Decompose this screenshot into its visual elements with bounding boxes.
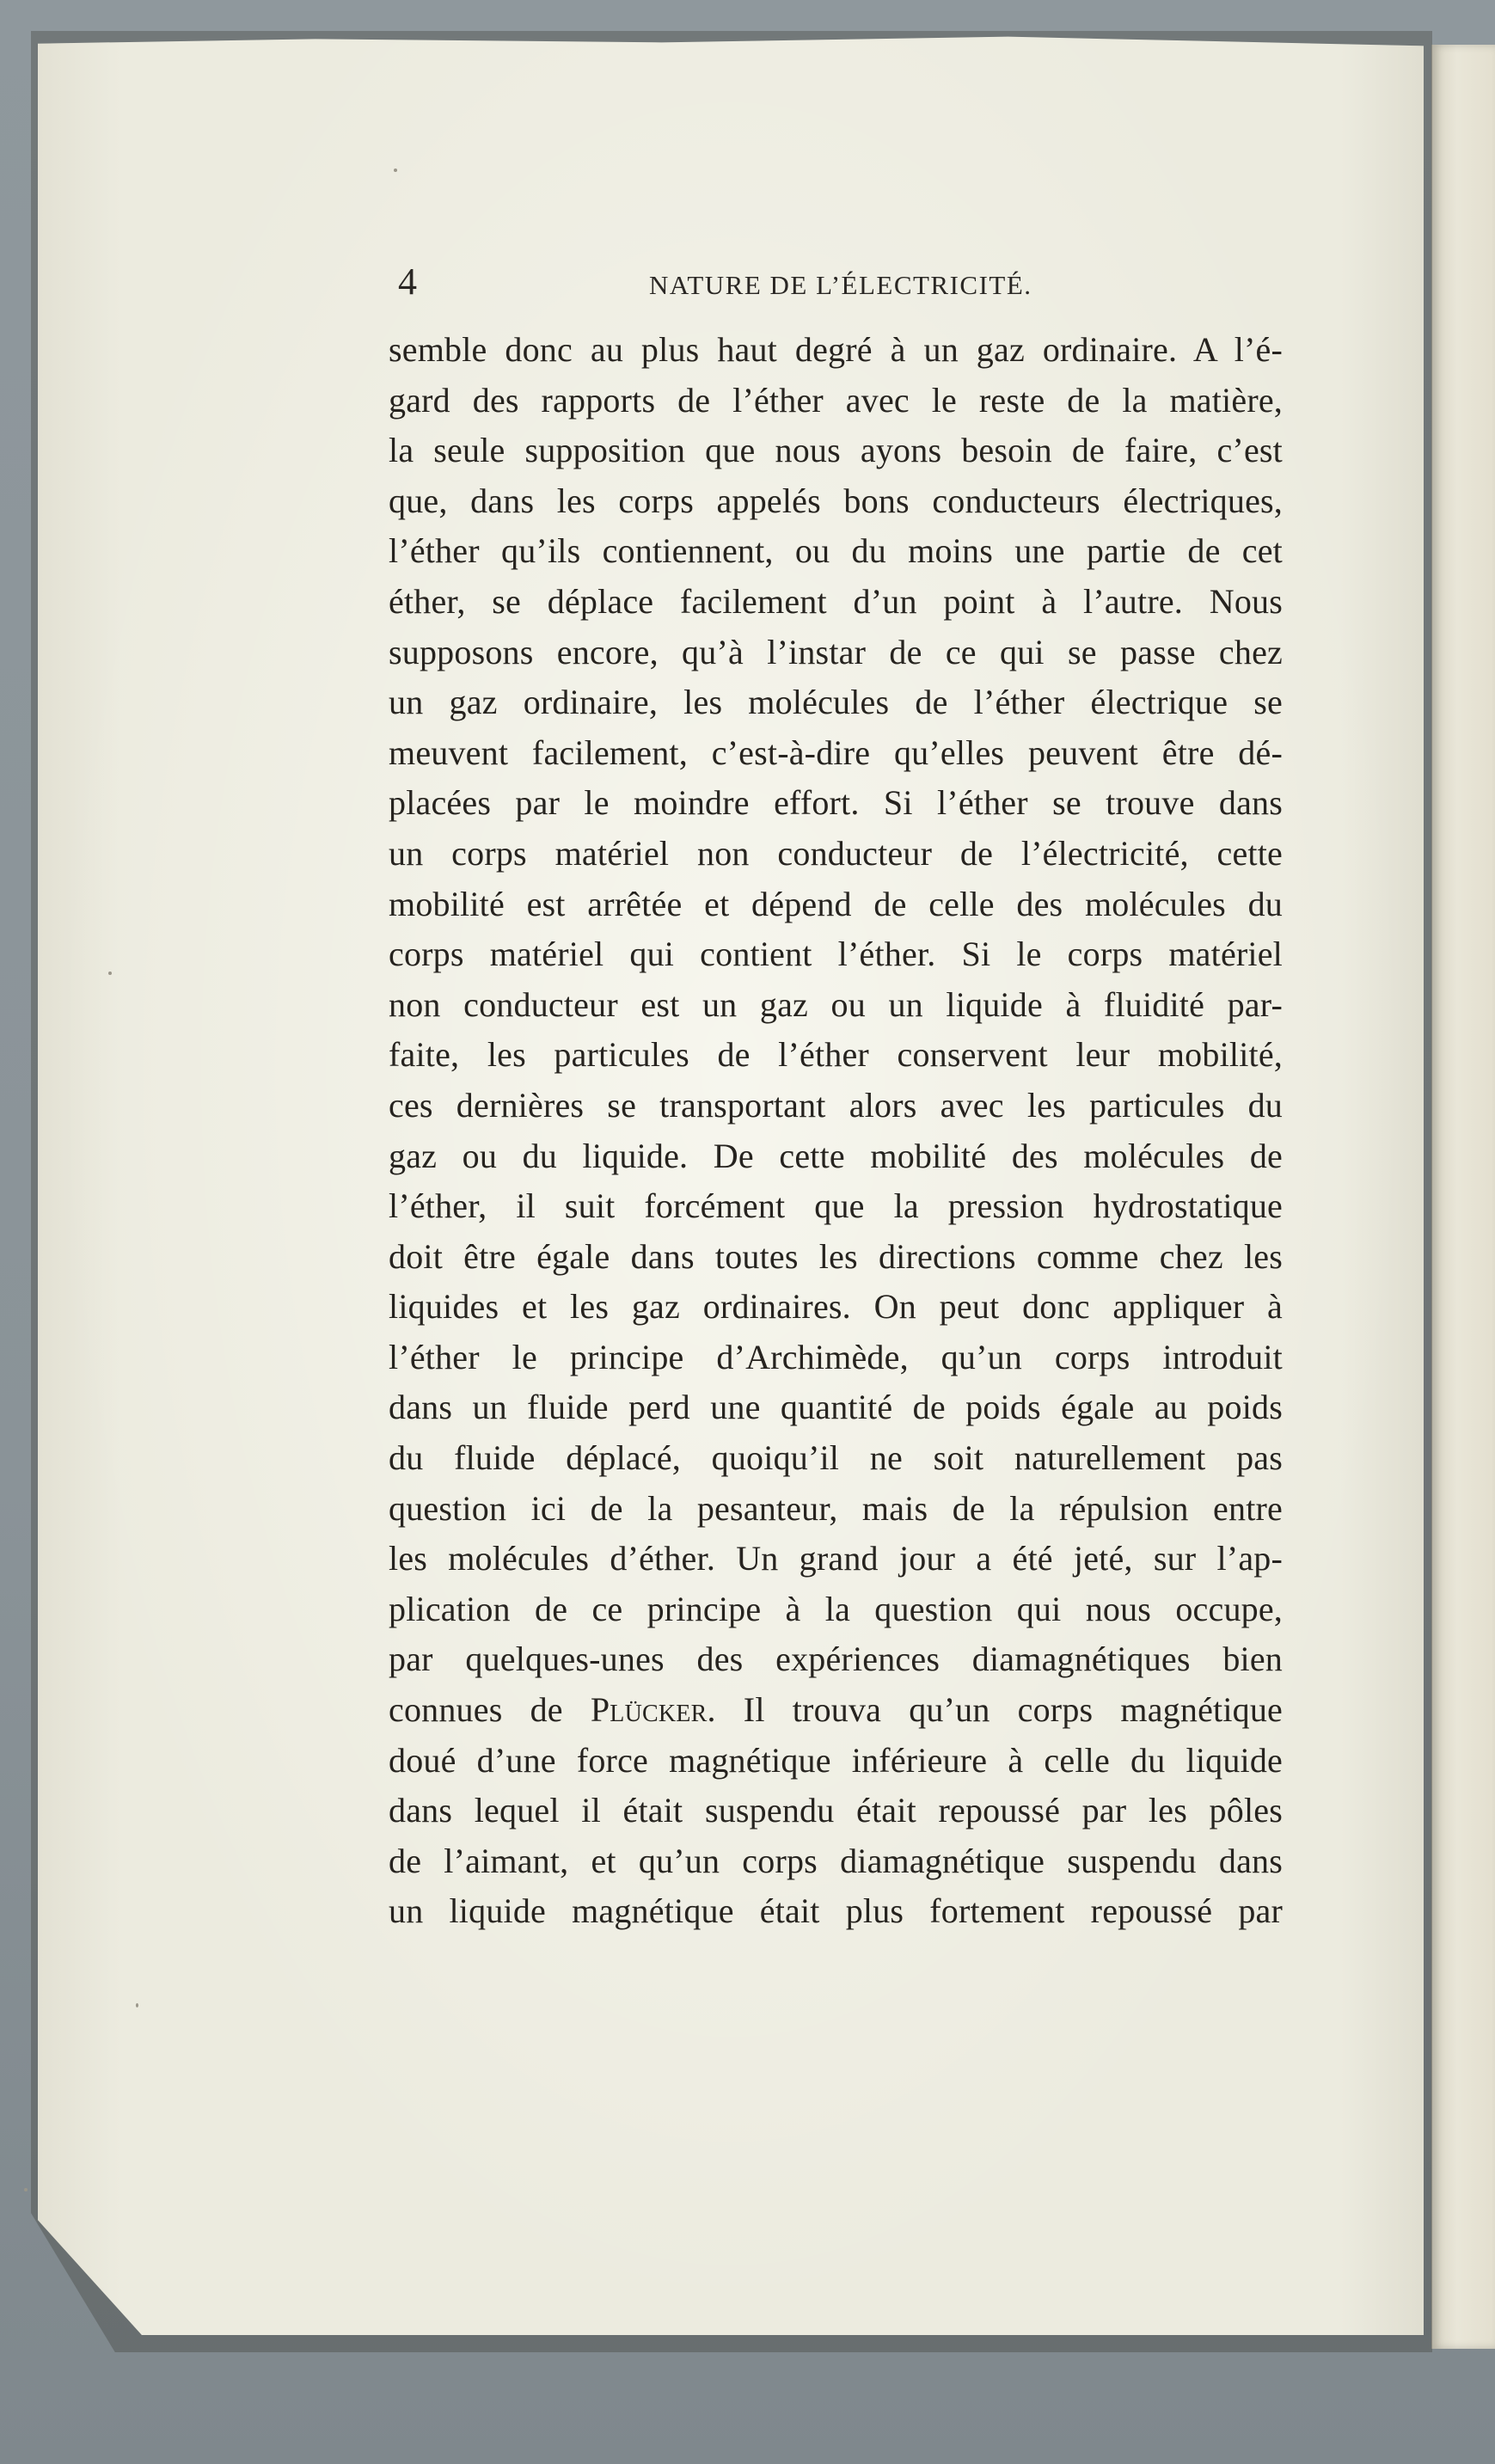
author-name-plucker: Plücker — [590, 1690, 708, 1730]
text-line: l’éther qu’ils contiennent, ou du moins une partie de cet — [389, 531, 1283, 571]
text-line: placées par le moindre effort. Si l’éther se trouve dans — [389, 783, 1283, 823]
text-line: question ici de la pesanteur, mais de la répulsion entre — [389, 1488, 1283, 1528]
text-line: mobilité est arrêtée et dépend de celle des molécules du — [389, 884, 1283, 923]
text-line: gaz ou du liquide. De cette mobilité des molécules de — [389, 1136, 1283, 1175]
text-line: doué d’une force magnétique inférieure à celle du liquide — [389, 1740, 1283, 1780]
text-line: ces dernières se transportant alors avec les particules du — [389, 1085, 1283, 1125]
text-line: que, dans les corps appelés bons conducteurs électriques, — [389, 481, 1283, 520]
text-line: semble donc au plus haut degré à un gaz ordinaire. A l’é- — [389, 330, 1283, 369]
text-line: la seule supposition que nous ayons besoin de faire, c’est — [389, 431, 1283, 470]
text-line: par quelques-unes des expériences diamagnétiques bien — [389, 1640, 1283, 1679]
paper-speck — [394, 169, 397, 172]
text-fragment: . Il trouva qu’un corps magnétique — [707, 1690, 1283, 1730]
text-fragment: connues de — [389, 1690, 591, 1730]
text-line: dans un fluide perd une quantité de poids égale au poids — [389, 1388, 1283, 1427]
text-line: de l’aimant, et qu’un corps diamagnétique suspendu dans — [389, 1841, 1283, 1880]
text-line: supposons encore, qu’à l’instar de ce qui se passe chez — [389, 632, 1283, 671]
text-line-plucker — [389, 1685, 1283, 1736]
text-line: un liquide magnétique était plus fortement repoussé par — [389, 1891, 1283, 1931]
paper-speck — [24, 2188, 28, 2191]
running-title: NATURE DE L’ÉLECTRICITÉ. — [649, 270, 1032, 300]
paper-speck — [136, 2003, 138, 2007]
page-number: 4 — [398, 260, 417, 303]
text-line: dans lequel il était suspendu était repoussé par les pôles — [389, 1791, 1283, 1830]
text-line: un corps matériel non conducteur de l’électricité, cette — [389, 833, 1283, 873]
body-text — [389, 325, 1283, 1937]
text-line: liquides et les gaz ordinaires. On peut donc appliquer à — [389, 1287, 1283, 1327]
text-line: du fluide déplacé, quoiqu’il ne soit naturellement pas — [389, 1438, 1283, 1478]
text-line: non conducteur est un gaz ou un liquide à fluidité par- — [389, 984, 1283, 1024]
text-line: meuvent facilement, c’est-à-dire qu’elles peuvent être dé- — [389, 732, 1283, 772]
facing-page-edge — [1431, 45, 1495, 2349]
text-line: plication de ce principe à la question qui nous occupe, — [389, 1589, 1283, 1628]
text-line: éther, se déplace facilement d’un point à l’autre. Nous — [389, 581, 1283, 621]
text-line: l’éther le principe d’Archimède, qu’un corps introduit — [389, 1337, 1283, 1376]
text-line: un gaz ordinaire, les molécules de l’éther électrique se — [389, 683, 1283, 722]
text-line: gard des rapports de l’éther avec le reste de la matière, — [389, 380, 1283, 420]
text-line: les molécules d’éther. Un grand jour a été jeté, sur l’ap- — [389, 1539, 1283, 1578]
text-line: faite, les particules de l’éther conservent leur mobilité, — [389, 1035, 1283, 1075]
text-line: l’éther, il suit forcément que la pression hydrostatique — [389, 1186, 1283, 1226]
text-line: doit être égale dans toutes les directions comme chez les — [389, 1236, 1283, 1276]
text-line: corps matériel qui contient l’éther. Si le corps matériel — [389, 935, 1283, 974]
page-header — [0, 256, 1495, 308]
paper-speck — [108, 972, 112, 975]
